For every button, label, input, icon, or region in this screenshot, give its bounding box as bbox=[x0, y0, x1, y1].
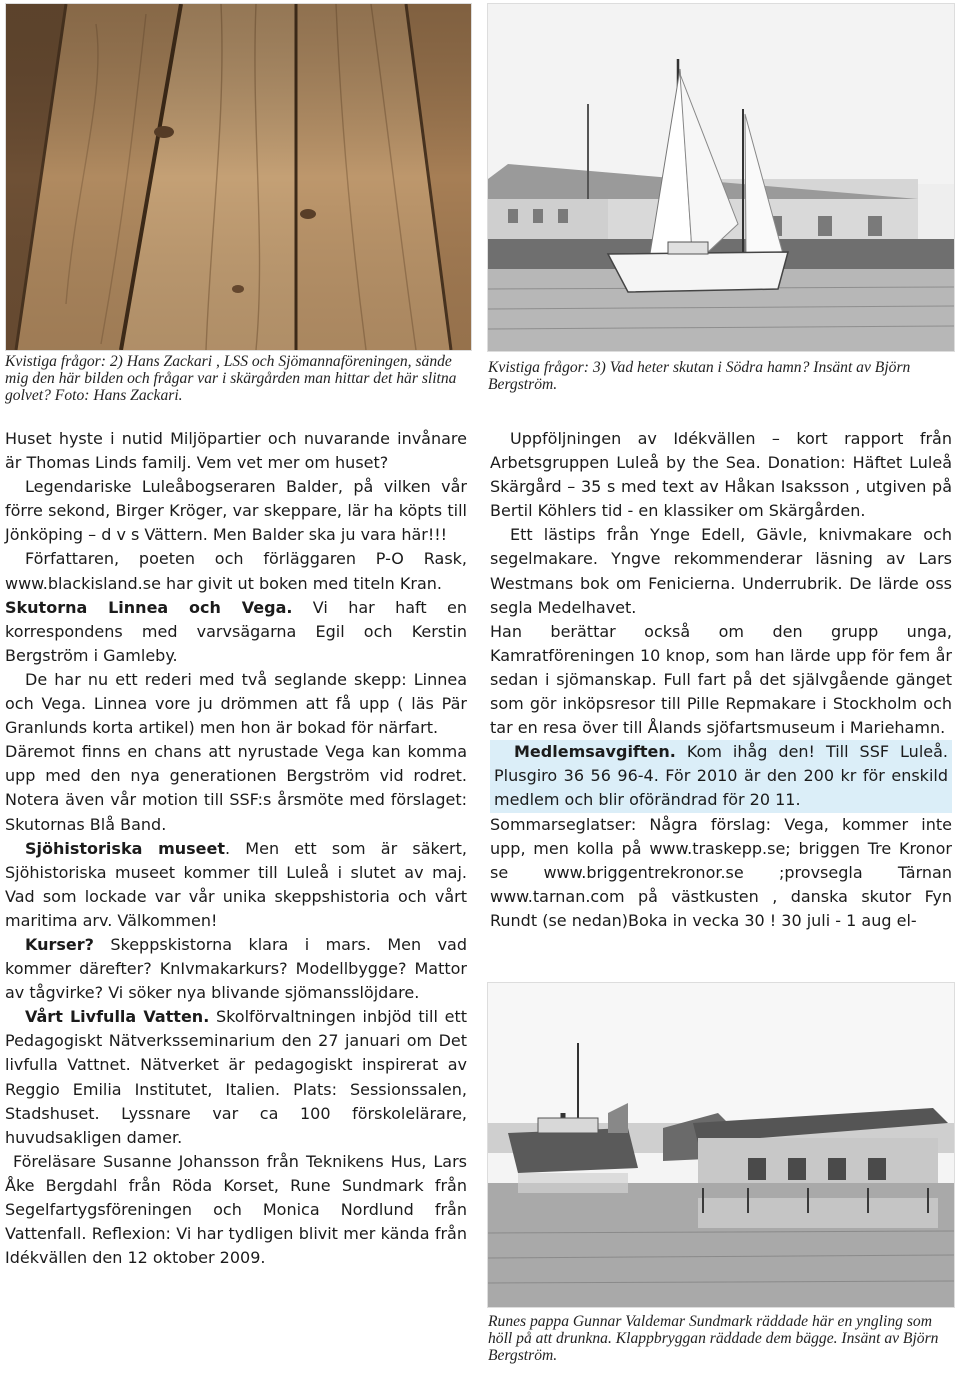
membership-fee-box: Medlemsavgiften. Kom ihåg den! Till SSF Luleå. Plusgiro 36 56 96-4. För 2010 är den 200 kr för enskild medlem och blir oförändrad för 20 11. bbox=[490, 740, 952, 812]
left-p4: Skutorna Linnea och Vega. Vi har haft en korrespondens med varvsägarna Egil och Kerstin Bergström i Gamleby. bbox=[5, 597, 467, 665]
skutorna-heading: Skutorna Linnea och Vega. bbox=[5, 597, 293, 617]
harbor-photo-caption: Runes pappa Gunnar Valdemar Sundmark räddade här en yngling som höll på att drunkna. Klappbryggan räddade dem bägge. Insänt av Björn Bergström. bbox=[488, 1313, 939, 1364]
floor-photo-caption: Kvistiga frågor: 2) Hans Zackari , LSS och Sjömannaföreningen, sände mig den här bilden och frågar var i skärgården man hittar det här slitna golvet? Foto: Hans Zackari. bbox=[5, 353, 457, 404]
right-p5: Sommarseglatser: Några förslag: Vega, kommer inte upp, men kolla på www.traskepp.se; briggen Tre Kronor se www.briggentrekronor.se ;provsegla Tärnan www.tarnan.com på västkusten , danska skutor Fyn Rundt (se nedan)Boka in vecka 30 ! 30 juli - 1 aug el- bbox=[490, 814, 952, 930]
ship-photo bbox=[487, 3, 955, 352]
harbor-photo bbox=[487, 982, 955, 1308]
livfulla-vatten-heading: Vårt Livfulla Vatten. bbox=[25, 1007, 210, 1027]
sjohistoriska-heading: Sjöhistoriska museet bbox=[25, 838, 225, 858]
left-p7: Sjöhistoriska museet. Men ett som är säkert, Sjöhistoriska museet kommer till Luleå i slutet av maj. Vad som lockade var vår unika skeppshistoria och vårt maritima arv. Välkommen! bbox=[5, 838, 467, 930]
right-column bbox=[490, 427, 952, 933]
right-p1: Uppföljningen av Idékvällen – kort rapport från Arbetsgruppen Luleå by the Sea. Donation: Häftet Luleå Skärgård – 35 s med text av Håkan Isaksson , utgiven på Bertil Köhlers tid - en klassiker om Skärgården. bbox=[490, 429, 952, 521]
ship-photo-caption: Kvistiga frågor: 3) Vad heter skutan i Södra hamn? Insänt av Björn Bergström. bbox=[488, 359, 911, 393]
left-column bbox=[5, 427, 467, 1270]
left-p2: Legendariske Luleåbogseraren Balder, på vilken vår förre sekond, Birger Kröger, var skeppare, lär ha köpts till Jönköping – d v s Vättern. Men Balder ska ju vara här!!! bbox=[5, 477, 467, 545]
left-p10: Föreläsare Susanne Johansson från Teknikens Hus, Lars Åke Bergdahl från Röda Korset, Rune Sundmark från Segelfartygsföreningen och Monica Nordlund från Vattenfall. Reflexion: Vi har tydligen blivit mer kända från Idékvällen den 12 oktober 2009. bbox=[5, 1151, 467, 1268]
left-p9: Vårt Livfulla Vatten. Skolförvaltningen inbjöd till ett Pedagogiskt Nätverksseminarium den 27 januari om Det livfulla Vattnet. Nätverket är pedagogiskt inspirerat av Reggio Emilia Institutet, Italien. Plats: Sessionssalen, Stadshuset. Lyssnare var ca 100 förskolelärare, huvudsakligen damer. bbox=[5, 1007, 467, 1147]
left-p8: Kurser? Skeppskistorna klara i mars. Men vad kommer därefter? KnIvmakarkurs? Modellbygge? Mattor av tågvirke? Vi söker nya blivande sjömansslöjdare. bbox=[5, 934, 467, 1003]
left-p1: Huset hyste i nutid Miljöpartier och nuvarande invånare är Thomas Linds familj. Vem vet mer om huset? bbox=[5, 429, 467, 473]
right-p2: Ett lästips från Ynge Edell, Gävle, knivmakare och segelmakare. Yngve rekommenderar läsning av Lars Westmans bok om Fenicierna. Underrubrik. De lärde oss segla Medelhavet. bbox=[490, 525, 952, 617]
left-p3: Författaren, poeten och förläggaren P-O Rask, www.blackisland.se har givit ut boken med titeln Kran. bbox=[5, 549, 467, 593]
left-p6: Däremot finns en chans att nyrustade Vega kan komma upp med den nya generationen Bergström vid rodret. Notera även vår motion till SSF:s årsmöte med förslaget: Skutornas Blå Band. bbox=[5, 742, 467, 834]
right-p3: Han berättar också om den grupp unga, Kamratföreningen 10 knop, som han lärde upp för fem år sedan i sjömanskap. Full fart på det självgående gänget som gör inköpsresor till Pille Repmakare i Stockholm och tar en resa över till Ålands sjöfartsmuseum i Mariehamn. bbox=[490, 621, 952, 738]
left-p5: De har nu ett rederi med två seglande skepp: Linnea och Vega. Linnea vore ju drömmen att få upp ( läs Pär Granlunds korta artikel) men hon är bokad för närfart. bbox=[5, 669, 467, 738]
kurser-heading: Kurser? bbox=[25, 934, 94, 954]
floor-photo bbox=[5, 3, 472, 351]
medlemsavgiften-heading: Medlemsavgiften. bbox=[514, 742, 676, 762]
